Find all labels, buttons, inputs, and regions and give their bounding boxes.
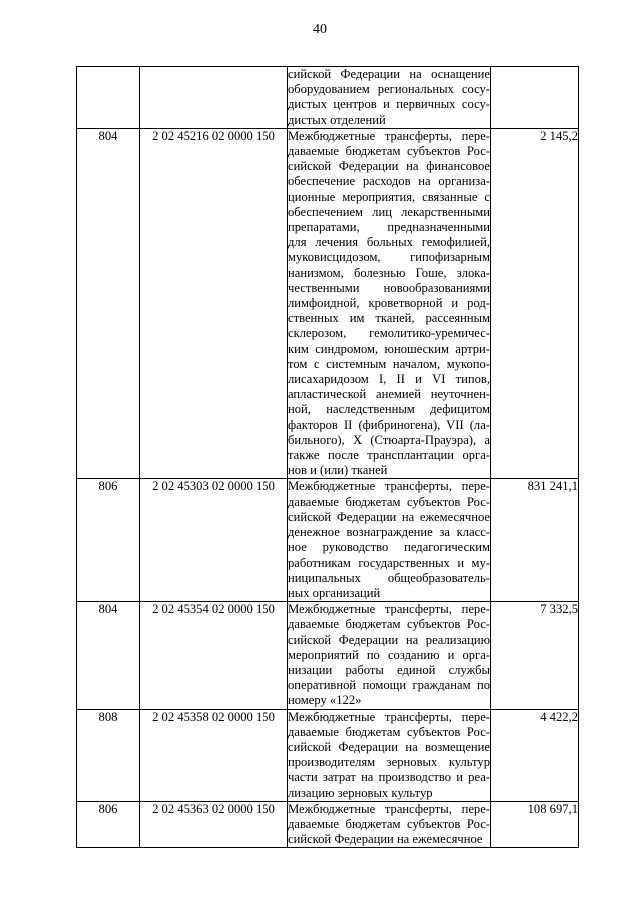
description-line: сийской Федерации на возмещение	[288, 739, 490, 754]
description-line: муковисцидозом, гипофизарным	[288, 250, 490, 265]
budget-code-cell: 2 02 45354 02 0000 150	[140, 602, 288, 709]
description-line: даваемые бюджетам субъектов Рос-	[288, 816, 490, 831]
description-line: апластической анемией неуточнен-	[288, 387, 490, 402]
description-line: ных организаций	[288, 585, 381, 600]
description-line: Межбюджетные трансферты, пере-	[288, 128, 490, 143]
description-line: нанизмом, болезнью Гоше, злока-	[288, 265, 490, 280]
description-line: ной, наследственным дефицитом	[288, 402, 490, 417]
description-line: ционные мероприятия, связанные с	[288, 189, 490, 204]
amount-cell	[491, 67, 579, 129]
admin-code-cell: 806	[77, 479, 140, 602]
description-line: даваемые бюджетам субъектов Рос-	[288, 494, 490, 509]
amount-cell: 4 422,2	[491, 709, 579, 801]
description-line: даваемые бюджетам субъектов Рос-	[288, 724, 490, 739]
description-line: Межбюджетные трансферты, пере-	[288, 709, 490, 724]
description-line: обеспечением лиц лекарственными	[288, 204, 490, 219]
description-line: также после трансплантации орга-	[288, 448, 490, 463]
admin-code-cell: 808	[77, 709, 140, 801]
table-row	[77, 479, 579, 602]
description-line: сийской Федерации на оснащение	[288, 67, 490, 81]
description-cell	[288, 602, 491, 709]
description-cell	[288, 479, 491, 602]
admin-code-cell: 804	[77, 128, 140, 479]
budget-table	[76, 66, 579, 848]
description-line: склерозом, гемолитико-уремичес-	[288, 326, 490, 341]
budget-code-cell: 2 02 45358 02 0000 150	[140, 709, 288, 801]
description-line: препаратами, предназначенными	[288, 220, 490, 235]
description-line: оперативной помощи гражданам по	[288, 678, 490, 693]
amount-cell: 831 241,1	[491, 479, 579, 602]
description-line: ное руководство педагогическим	[288, 540, 490, 555]
description-line: лисахаридозом I, II и VI типов,	[288, 372, 490, 387]
description-line: ниципальных общеобразователь-	[288, 570, 490, 585]
description-line: дистых центров и первичных сосу-	[288, 97, 490, 112]
page-number: 40	[313, 22, 327, 37]
admin-code-cell	[77, 67, 140, 129]
description-line: денежное вознаграждение за класс-	[288, 525, 490, 540]
description-line: Межбюджетные трансферты, пере-	[288, 602, 490, 617]
description-line: оборудованием региональных сосу-	[288, 82, 490, 97]
description-line: части затрат на производство и реа-	[288, 770, 490, 785]
description-line: лимфоидной, кроветворной и род-	[288, 296, 490, 311]
description-line: факторов II (фибриногена), VII (ла-	[288, 417, 490, 432]
table-row	[77, 67, 579, 129]
description-line: дистых отделений	[288, 112, 386, 127]
description-cell	[288, 67, 491, 129]
description-line: сийской Федерации на ежемесячное	[288, 509, 490, 524]
admin-code-cell: 806	[77, 801, 140, 848]
description-line: сийской Федерации на реализацию	[288, 632, 490, 647]
description-line: ственных им тканей, рассеянным	[288, 311, 490, 326]
description-line: номеру «122»	[288, 693, 362, 708]
description-line: мероприятий по созданию и орга-	[288, 647, 490, 662]
budget-code-cell: 2 02 45303 02 0000 150	[140, 479, 288, 602]
description-line: даваемые бюджетам субъектов Рос-	[288, 144, 490, 159]
description-line: том с системным началом, мукопо-	[288, 356, 490, 371]
table-row	[77, 801, 579, 848]
amount-cell: 2 145,2	[491, 128, 579, 479]
admin-code-cell: 804	[77, 602, 140, 709]
description-line: бильного), X (Стюарта-Прауэра), а	[288, 432, 490, 447]
table-row	[77, 602, 579, 709]
amount-cell: 108 697,1	[491, 801, 579, 848]
description-cell	[288, 801, 491, 848]
budget-code-cell	[140, 67, 288, 129]
budget-code-cell: 2 02 45363 02 0000 150	[140, 801, 288, 848]
description-line: даваемые бюджетам субъектов Рос-	[288, 617, 490, 632]
description-line: чественными новообразованиями	[288, 280, 490, 295]
amount-cell: 7 332,5	[491, 602, 579, 709]
budget-table-body	[77, 67, 579, 848]
description-line: для лечения больных гемофилией,	[288, 235, 490, 250]
description-line: Межбюджетные трансферты, пере-	[288, 479, 490, 494]
table-row	[77, 709, 579, 801]
description-line: Межбюджетные трансферты, пере-	[288, 801, 490, 816]
description-cell	[288, 128, 491, 479]
description-line: нов и (или) тканей	[288, 463, 388, 478]
description-line: сийской Федерации на финансовое	[288, 159, 490, 174]
description-line: лизацию зерновых культур	[288, 785, 433, 800]
description-line: низации работы единой службы	[288, 662, 490, 677]
description-line: работникам государственных и му-	[288, 555, 490, 570]
description-line: ким синдромом, юношеским артри-	[288, 341, 490, 356]
description-line: сийской Федерации на ежемесячное	[288, 832, 483, 847]
budget-code-cell: 2 02 45216 02 0000 150	[140, 128, 288, 479]
table-row	[77, 128, 579, 479]
description-line: производителям зерновых культур	[288, 755, 490, 770]
description-cell	[288, 709, 491, 801]
description-line: обеспечение расходов на организа-	[288, 174, 490, 189]
